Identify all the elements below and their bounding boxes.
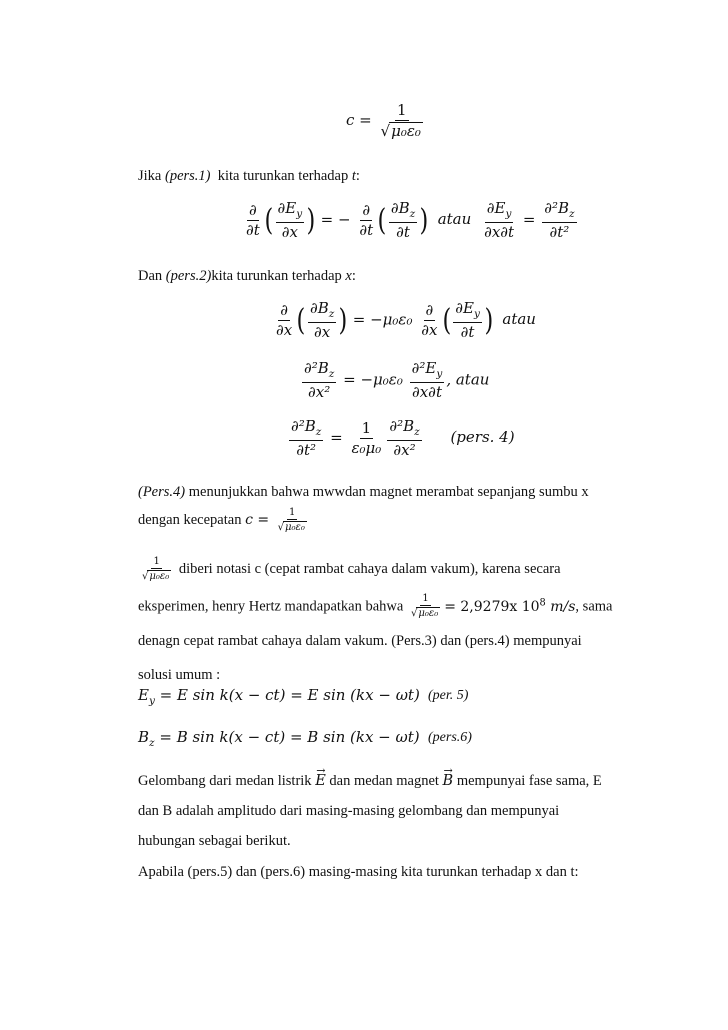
ref-pers2: (pers.2) xyxy=(165,268,212,284)
lhs: B xyxy=(138,728,150,746)
sub-a: z xyxy=(315,426,322,438)
text: Dan xyxy=(138,268,166,284)
partial: ∂ xyxy=(425,301,434,320)
partial: ∂ xyxy=(362,201,371,220)
num-c: ∂E xyxy=(486,199,506,217)
equation-6 xyxy=(138,728,420,749)
partial-x: ∂x xyxy=(276,320,293,339)
radical-sign: √ xyxy=(380,121,391,140)
label: (per. 5) xyxy=(428,688,469,703)
label: (pers.6) xyxy=(428,730,472,745)
equals: = xyxy=(522,210,536,229)
eq-c-fraction xyxy=(379,102,425,140)
text: Gelombang dari medan listrik xyxy=(138,773,316,789)
num-b: ∂B xyxy=(390,199,410,217)
eq-c-numerator: 1 xyxy=(396,101,407,119)
den-b: ε₀μ₀ xyxy=(351,438,382,457)
paragraph-gelombang xyxy=(138,766,624,856)
c-den: μ₀ε₀ xyxy=(284,521,305,533)
var-x: x xyxy=(345,268,352,284)
text: menunjukkan bahwa mwwdan magnet merambat sepanjang sumbu x xyxy=(185,484,589,500)
c-num: 1 xyxy=(289,506,296,518)
frac-den: μ₀ε₀ xyxy=(418,608,439,620)
eq-c-denominator: μ₀ε₀ xyxy=(391,121,421,140)
rhs: = E sin k(x − ct) = E sin (kx − ωt) xyxy=(159,686,420,704)
c-lhs: c = xyxy=(245,512,270,528)
text: dan B adalah amplitudo dari masing-masing gelombang dan mempunyai xyxy=(138,803,560,819)
word-atau: atau xyxy=(502,310,536,329)
num-b: ∂E xyxy=(455,299,474,317)
paragraph-apabila xyxy=(138,862,624,882)
text: diberi notasi c (cepat rambat cahaya dalam vakum), karena secara xyxy=(175,561,561,577)
equation-4 xyxy=(287,418,515,459)
frac-num: 1 xyxy=(153,556,160,568)
den-a: ∂x² xyxy=(308,382,331,401)
rhs: = B sin k(x − ct) = B sin (kx − ωt) xyxy=(159,728,420,746)
word-atau: atau xyxy=(437,210,472,229)
text: eksperimen, henry Hertz mandapatkan bahwa xyxy=(138,598,407,615)
exponent: 8 xyxy=(539,597,546,608)
unit: m/s xyxy=(545,598,576,615)
text: dengan kecepatan xyxy=(138,512,246,528)
vector-b: B → xyxy=(443,766,454,796)
text: : xyxy=(355,168,360,184)
word-atau: , atau xyxy=(446,370,490,389)
sub-b: z xyxy=(409,208,416,220)
sub-d: z xyxy=(569,208,575,220)
num-d: ∂²B xyxy=(544,199,569,217)
text: Apabila (pers.5) dan (pers.6) masing-masing kita turunkan terhadap x dan t: xyxy=(138,864,579,880)
equation-label: (pers. 4) xyxy=(450,428,515,447)
num-b: 1 xyxy=(361,419,372,438)
text: hubungan sebagai berikut. xyxy=(138,833,291,849)
num-a: ∂²B xyxy=(291,417,316,435)
num-c: ∂²B xyxy=(389,417,415,435)
ref-pers1: (pers.1) xyxy=(164,168,211,184)
value: = 2,9279x 10 xyxy=(444,598,540,615)
den-c: ∂x² xyxy=(393,440,416,459)
operator: = −μ₀ε₀ xyxy=(352,310,413,329)
text: kita turunkan terhadap xyxy=(210,168,352,184)
partial-t: ∂t xyxy=(460,322,475,341)
text: : xyxy=(351,268,356,284)
paragraph-notasi: $\frac{1}{\text{√μ₀ε₀}}$ diberi notasi c (cepat rambat cahaya dalam vakum), karena secara eksperimen, henry Hertz mandapatkan bahwa $\frac{1}{\text{√μ₀ε₀}}$ = 2,9279x $10^8$ m/s, sama denagn cepat rambat cahaya dalam vakum. (Pers.3) dan (pers.4) mempunyai solusi umum : xyxy=(138,556,613,683)
partial-t: ∂t xyxy=(246,220,260,239)
partial: ∂ xyxy=(249,201,257,220)
den-d: ∂t² xyxy=(549,222,570,241)
text: solusi umum : xyxy=(138,666,221,683)
equation-6-label xyxy=(428,730,472,746)
sub: y xyxy=(148,695,155,707)
text: kita turunkan terhadap xyxy=(211,268,346,284)
operator: = − xyxy=(320,210,351,229)
den-c: ∂x∂t xyxy=(484,222,515,241)
partial-x: ∂x xyxy=(313,322,331,341)
sub-b: y xyxy=(473,308,480,320)
partial-x: ∂x xyxy=(281,222,298,241)
equation-5 xyxy=(138,686,420,707)
paragraph-dan xyxy=(138,266,624,286)
den-a: ∂t² xyxy=(296,440,317,459)
text: dan medan magnet xyxy=(325,773,443,789)
text: Jika xyxy=(138,168,165,184)
sub-b: y xyxy=(436,368,443,380)
eq-c-lhs: c = xyxy=(346,110,372,129)
num-b: ∂²E xyxy=(411,359,437,377)
equation-1: $\frac{\partial}{\partial t}$ ( $\frac{\partial E_y}{\partial x}$ ) = − $\frac{\partial}{\partial t}$ ( $\frac{\partial B_z}{\partial t}$ ) atau $\frac{\partial E_y}{\partial x\partial t}$ = $\frac{\partial^2B_z}{\text{∂t²}}$ xyxy=(246,199,575,241)
partial-t: ∂t xyxy=(396,222,410,241)
lhs: E xyxy=(138,686,149,704)
frac-den: μ₀ε₀ xyxy=(149,571,170,583)
sub-c: y xyxy=(505,208,512,220)
frac-num: 1 xyxy=(422,593,429,605)
partial-t: ∂t xyxy=(359,220,374,239)
var-t: t xyxy=(351,168,356,184)
sub-c: z xyxy=(414,426,420,438)
partial-x: ∂x xyxy=(421,320,438,339)
den-b: ∂x∂t xyxy=(411,382,442,401)
paragraph-jika xyxy=(138,166,624,186)
sub-a: z xyxy=(328,368,335,380)
vector-e: E → xyxy=(315,766,326,796)
text: denagn cepat rambat cahaya dalam vakum. (Pers.3) dan (pers.4) mempunyai xyxy=(138,632,582,649)
equation-5-label xyxy=(428,688,468,704)
paragraph-pers4: (Pers.4) menunjukkan bahwa mwwdan magnet merambat sepanjang sumbu x dengan kecepatan c = $\frac{1}{\text{√μ₀ε₀}}$ xyxy=(138,484,589,533)
sub-a: z xyxy=(328,308,335,320)
num-a: ∂B xyxy=(309,299,329,317)
text: mempunyai fase sama, E xyxy=(453,773,602,789)
equation-3 xyxy=(300,360,489,401)
num-a: ∂E xyxy=(277,199,297,217)
equals: = xyxy=(330,428,343,447)
num-a: ∂²B xyxy=(304,359,329,377)
partial: ∂ xyxy=(280,301,288,320)
sub: z xyxy=(149,737,155,749)
text: , sama xyxy=(575,598,613,615)
equation-2: $\frac{\partial}{\partial x}$ ( $\frac{\partial B_z}{\partial x}$ ) = −μ₀ε₀ $\frac{\partial}{\partial x}$ ( $\frac{\partial E_y}{\partial t}$ ) atau xyxy=(276,299,536,341)
equation-c xyxy=(346,102,427,140)
operator: = −μ₀ε₀ xyxy=(343,370,403,389)
ref-pers4: (Pers.4) xyxy=(138,484,186,500)
sub-a: y xyxy=(296,208,303,220)
